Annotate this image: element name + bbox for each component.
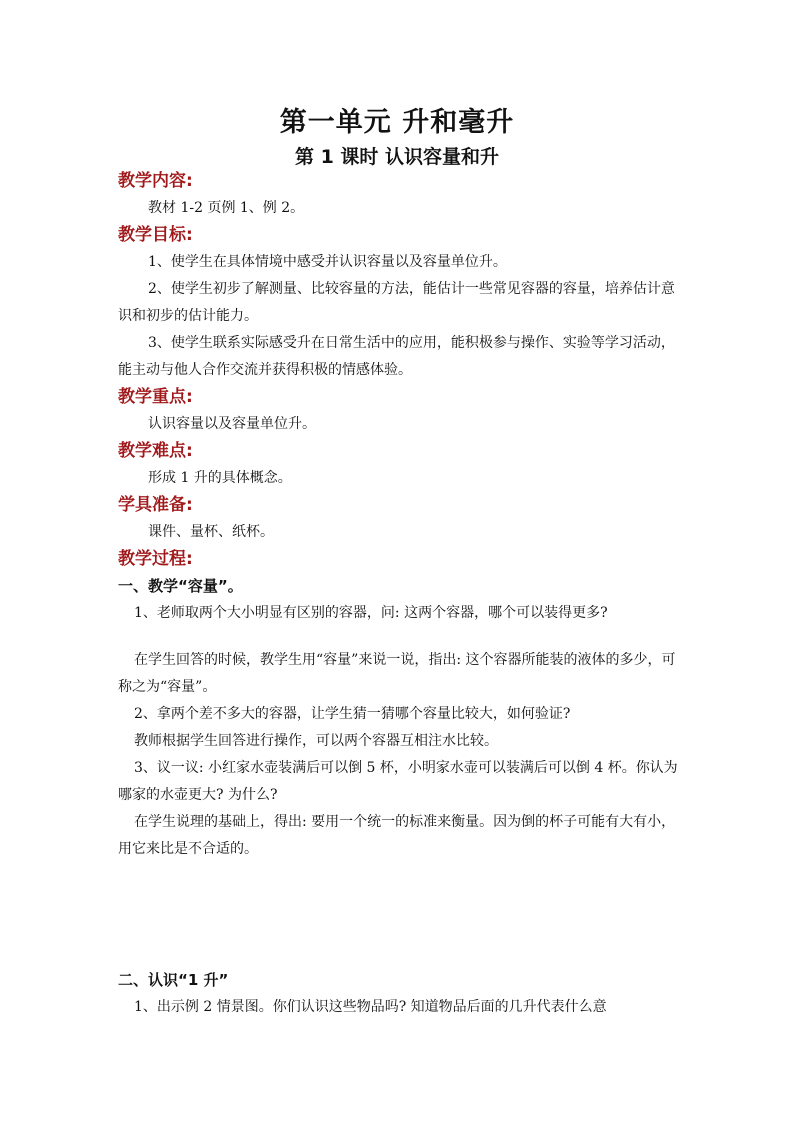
objective-item-2: 2、使学生初步了解测量、比较容量的方法，能估计一些常见容器的容量，培养估计意识和初步的估计能力。 [118, 281, 675, 324]
document-body [118, 168, 688, 1021]
heading-difficulties: 教学难点: [118, 441, 193, 461]
section-1-paragraph-3: 2、拿两个差不多大的容器，让学生猜一猜哪个容量比较大，如何验证? [134, 706, 571, 722]
section-1-paragraph-1: 1、老师取两个大小明显有区别的容器，问: 这两个容器，哪个可以装得更多? [134, 605, 608, 621]
objective-item-3: 3、使学生联系实际感受升在日常生活中的应用，能积极参与操作、实验等学习活动，能主动与他人合作交流并获得积极的情感体验。 [118, 335, 675, 378]
section-1-paragraph-4: 教师根据学生回答进行操作，可以两个容器互相注水比较。 [134, 733, 498, 749]
heading-process: 教学过程: [118, 549, 193, 569]
heading-content: 教学内容: [118, 171, 193, 191]
section-2-paragraph-1: 1、出示例 2 情景图。你们认识这些物品吗? 知道物品后面的几升代表什么意 [134, 999, 607, 1015]
content-text: 教材 1-2 页例 1、例 2。 [148, 200, 305, 216]
section-1-paragraph-5: 3、议一议: 小红家水壶装满后可以倒 5 杯，小明家水壶可以装满后可以倒 4 杯。你认为哪家的水壶更大? 为什么? [118, 760, 678, 803]
difficulties-text: 形成 1 升的具体概念。 [148, 470, 292, 486]
spacer [118, 627, 688, 647]
spacer [118, 863, 688, 967]
heading-materials: 学具准备: [118, 495, 193, 515]
materials-text: 课件、量杯、纸杯。 [148, 524, 274, 540]
section-1-title: 一、教学“容量”。 [118, 577, 243, 595]
heading-objectives: 教学目标: [118, 225, 193, 245]
section-2-title: 二、认识“1 升” [118, 971, 229, 989]
section-1-paragraph-6: 在学生说理的基础上，得出: 要用一个统一的标准来衡量。因为倒的杯子可能有大有小，用它来比是不合适的。 [118, 814, 676, 857]
key-points-text: 认识容量以及容量单位升。 [148, 416, 316, 432]
objective-item-1: 1、使学生在具体情境中感受并认识容量以及容量单位升。 [148, 254, 507, 270]
section-1-paragraph-2: 在学生回答的时候，教学生用“容量”来说一说，指出: 这个容器所能装的液体的多少，可称之为“容量”。 [118, 652, 676, 695]
lesson-subtitle: 第 1 课时 认识容量和升 [294, 146, 500, 168]
document-title: 第一单元 升和毫升 [279, 107, 515, 138]
heading-key-points: 教学重点: [118, 387, 193, 407]
